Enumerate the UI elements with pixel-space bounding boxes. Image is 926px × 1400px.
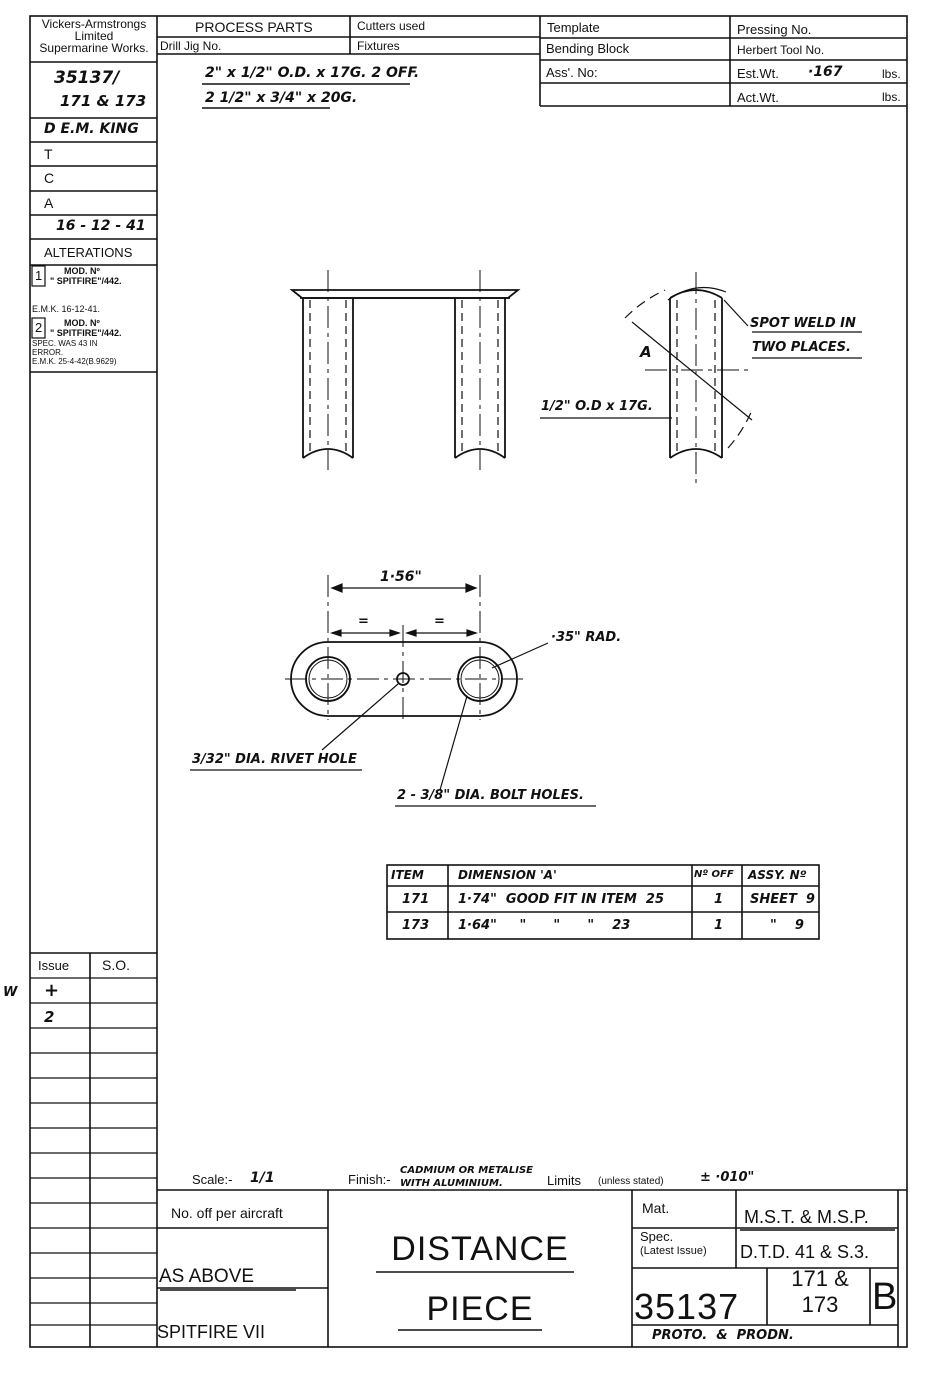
mat-label: Mat. xyxy=(642,1200,670,1216)
assy-no-label: Ass'. No: xyxy=(546,65,598,80)
radius-note: ·35" RAD. xyxy=(551,630,622,645)
table-row-171-off: 1 xyxy=(714,892,724,907)
approved-label: A xyxy=(44,195,54,211)
company-line-1: Vickers-Armstrongs xyxy=(41,17,147,31)
proto-prodn: PROTO. & PRODN. xyxy=(652,1328,794,1343)
scale-label: Scale:- xyxy=(192,1172,233,1187)
spec-label-line-2: (Latest Issue) xyxy=(640,1245,707,1257)
alteration-1-number: 1 xyxy=(35,268,43,283)
drawing-ref-2: 171 & 173 xyxy=(60,92,147,110)
drill-jig-label: Drill Jig No. xyxy=(160,39,222,53)
side-view xyxy=(540,272,862,485)
table-row-173-item: 173 xyxy=(402,918,430,933)
sheet-border xyxy=(30,16,907,1347)
alteration-1-note: E.M.K. 16-12-41. xyxy=(32,304,101,314)
issue-header: Issue xyxy=(38,958,70,973)
drawing-ref-1: 35137/ xyxy=(54,68,120,88)
dimension-a-label: A xyxy=(640,343,652,361)
table-row-173-off: 1 xyxy=(714,918,724,933)
alteration-1-mod: MOD. Nº xyxy=(64,266,100,276)
elevation-view xyxy=(292,270,518,470)
pressing-no-label: Pressing No. xyxy=(737,22,812,37)
table-row-171-assy: SHEET 9 xyxy=(750,892,815,907)
item-table-header-off: Nº OFF xyxy=(694,869,734,880)
issue-1: + xyxy=(44,980,60,1001)
material-spec-1: 2" x 1/2" O.D. x 17G. 2 OFF. xyxy=(205,65,420,81)
part-title-line-1: DISTANCE xyxy=(391,1230,569,1268)
company-name xyxy=(32,18,156,54)
drawing-date: 16 - 12 - 41 xyxy=(56,218,146,234)
lbs-label-2: lbs. xyxy=(882,90,901,104)
template-label: Template xyxy=(547,20,600,35)
spot-weld-note-1: SPOT WELD IN xyxy=(750,316,856,331)
spec-value: D.T.D. 41 & S.3. xyxy=(740,1242,870,1262)
rivet-hole-note: 3/32" DIA. RIVET HOLE xyxy=(192,752,357,767)
no-off-label: No. off per aircraft xyxy=(171,1205,283,1221)
traced-label: T xyxy=(44,146,53,162)
process-parts-label: PROCESS PARTS xyxy=(195,19,313,35)
issue-letter: B xyxy=(872,1276,898,1318)
drawing-number: 35137 xyxy=(634,1286,740,1327)
bolt-holes-note: 2 - 3/8" DIA. BOLT HOLES. xyxy=(397,788,584,803)
company-line-3: Supermarine Works. xyxy=(39,41,149,55)
limits-value: ± ·010" xyxy=(700,1170,755,1185)
item-numbers xyxy=(770,1266,870,1318)
item-table-header-assy: ASSY. Nº xyxy=(748,868,807,882)
equal-mark-2: = xyxy=(434,614,445,629)
finish-line-1: CADMIUM OR METALISE xyxy=(400,1165,533,1176)
bending-block-label: Bending Block xyxy=(546,41,630,56)
alteration-2-mod: MOD. Nº xyxy=(64,318,100,328)
plan-view xyxy=(190,575,596,806)
as-above: AS ABOVE xyxy=(159,1266,255,1287)
alteration-2-note-3: E.M.K. 25-4-42(B.9629) xyxy=(32,357,117,366)
limits-note: (unless stated) xyxy=(598,1176,664,1187)
alteration-2-number: 2 xyxy=(35,320,43,335)
drawn-by: D E.M. KING xyxy=(44,121,139,137)
table-row-173-dimension: 1·64" " " " 23 xyxy=(458,918,631,933)
alteration-2-note-1: SPEC. WAS 43 IN xyxy=(32,339,98,348)
company-line-2: Limited xyxy=(74,29,114,43)
finish-value xyxy=(400,1164,533,1190)
checked-label: C xyxy=(44,170,55,186)
finish-line-2: WITH ALUMINIUM. xyxy=(400,1178,503,1189)
item-table-header-item: ITEM xyxy=(391,868,424,882)
alteration-2-text xyxy=(50,318,122,338)
cutters-label: Cutters used xyxy=(357,19,426,33)
herbert-tool-label: Herbert Tool No. xyxy=(737,43,825,57)
table-row-171-item: 171 xyxy=(402,892,430,907)
length-dimension: 1·56" xyxy=(380,569,422,585)
spot-weld-note-2: TWO PLACES. xyxy=(752,340,851,355)
issue-2: 2 xyxy=(44,1008,55,1026)
so-header: S.O. xyxy=(102,957,131,973)
margin-mark: W xyxy=(3,985,18,1000)
finish-label: Finish:- xyxy=(348,1172,391,1187)
scale-value: 1/1 xyxy=(250,1170,275,1186)
spec-label-line-1: Spec. xyxy=(640,1229,674,1244)
equal-mark-1: = xyxy=(358,614,369,629)
part-title-line-2: PIECE xyxy=(426,1290,534,1328)
item-table-header-dimension: DIMENSION 'A' xyxy=(458,868,557,882)
mat-value: M.S.T. & M.S.P. xyxy=(744,1207,869,1227)
alteration-2-note-2: ERROR. xyxy=(32,348,64,357)
item-numbers-line-2: 173 xyxy=(801,1292,839,1317)
est-wt-value: ·167 xyxy=(808,64,843,80)
alteration-2-ref: " SPITFIRE"/442. xyxy=(50,328,122,338)
item-numbers-line-1: 171 & xyxy=(791,1266,849,1291)
alteration-1-text xyxy=(50,266,122,286)
act-wt-label: Act.Wt. xyxy=(737,90,779,105)
alterations-title: ALTERATIONS xyxy=(44,245,133,260)
tube-spec-note: 1/2" O.D x 17G. xyxy=(541,399,653,414)
alteration-2-notes xyxy=(32,339,116,366)
spec-label xyxy=(640,1230,707,1258)
est-wt-label: Est.Wt. xyxy=(737,66,779,81)
material-spec-2: 2 1/2" x 3/4" x 20G. xyxy=(205,90,358,106)
alteration-1-ref: " SPITFIRE"/442. xyxy=(50,276,122,286)
lbs-label-1: lbs. xyxy=(882,67,901,81)
limits-label: Limits xyxy=(547,1173,581,1188)
aircraft-type: SPITFIRE VII xyxy=(157,1322,266,1342)
fixtures-label: Fixtures xyxy=(357,39,400,53)
table-row-173-assy: " 9 xyxy=(770,918,804,933)
table-row-171-dimension: 1·74" GOOD FIT IN ITEM 25 xyxy=(458,892,665,907)
